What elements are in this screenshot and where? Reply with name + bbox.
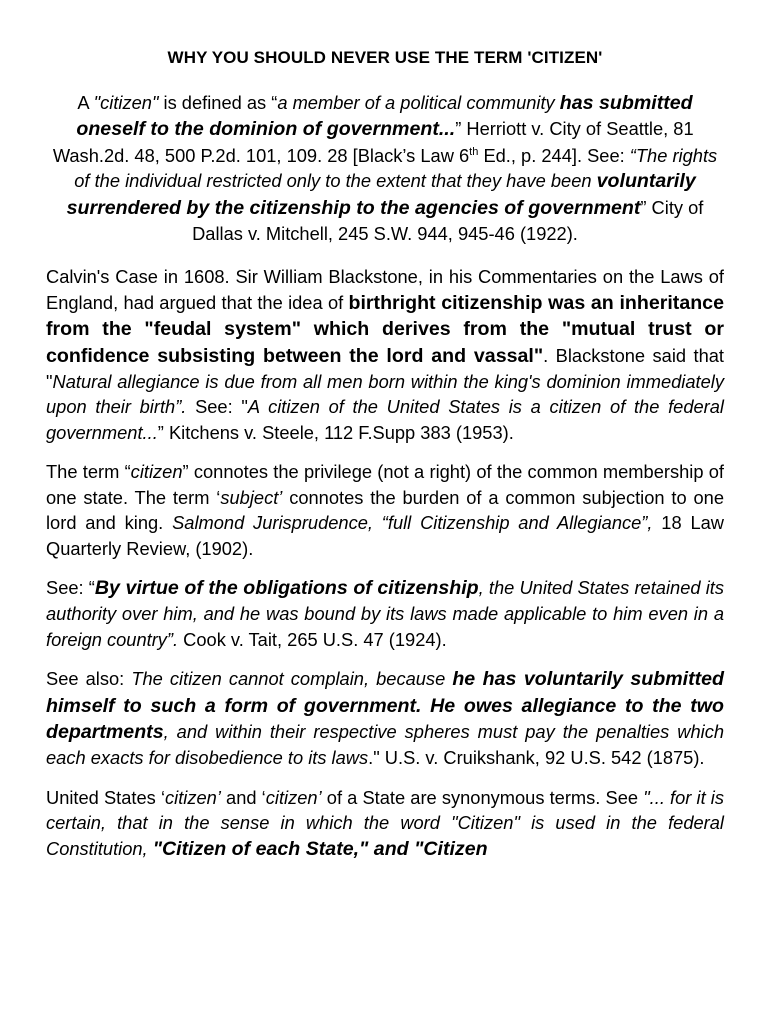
text-run: ” Kitchens v. Steele, 112 F.Supp 383 (1953).	[157, 421, 514, 443]
text-run: subject’	[220, 486, 283, 508]
text-run: "... for it is certain, that in the sense in which the word "Citizen" is used in the federal Constitution,	[46, 786, 724, 859]
text-run: The term “	[46, 461, 131, 483]
paragraph-cruikshank	[46, 666, 724, 771]
text-run: th	[469, 145, 479, 158]
text-run: Salmond Jurisprudence, “full Citizenship and Allegiance”,	[172, 512, 653, 534]
text-run: citizen	[130, 461, 183, 483]
text-run: a member of a political community	[277, 92, 560, 113]
text-run: The citizen cannot complain, because	[131, 668, 453, 690]
paragraph-citizen-definition	[46, 90, 724, 246]
text-run: Natural allegiance is due from all men born within the king's dominion immediately upon their birth”.	[46, 371, 724, 418]
paragraph-calvins-case	[46, 264, 724, 445]
text-run: A citizen of the United States is a citizen of the federal government...	[46, 396, 724, 443]
text-run: A	[77, 92, 94, 113]
text-run: Cook v. Tait, 265 U.S. 47 (1924).	[178, 628, 447, 650]
document-title: WHY YOU SHOULD NEVER USE THE TERM 'CITIZEN'	[167, 48, 603, 67]
text-run: "Citizen of each State," and "Citizen	[152, 837, 488, 860]
text-run: ” City of Dallas v. Mitchell, 245 S.W. 944, 945-46 (1922).	[192, 196, 704, 245]
text-run: . Blackstone said that "	[46, 344, 724, 393]
text-run: has submitted oneself to the dominion of government...	[76, 92, 693, 141]
text-run: See: "	[186, 396, 248, 418]
text-run: he has voluntarily submitted himself to such a form of government. He owes allegiance to the two departments	[46, 668, 725, 743]
text-run: See also:	[46, 668, 132, 690]
text-run: "citizen"	[93, 92, 159, 113]
text-run: citizen’	[165, 786, 221, 808]
text-run: ” Herriott v. City of Seattle, 81 Wash.2d. 48, 500 P.2d. 101, 109. 28 [Black’s Law 6	[52, 118, 694, 166]
text-run: , the United States retained its authority over him, and he was bound by its laws made applicable to him even in a foreign country”.	[46, 576, 724, 650]
text-run: ” connotes the privilege (not a right) of the common membership of one state. The term ‘	[46, 461, 724, 508]
text-run: connotes the burden of a common subjection to one lord and king.	[46, 486, 724, 534]
text-run: and ‘	[220, 786, 266, 808]
text-run: , and within their respective spheres must pay the penalties which each exacts for disobedience to its laws	[46, 720, 724, 769]
text-run: ." U.S. v. Cruikshank, 92 U.S. 542 (1875).	[368, 747, 705, 769]
paragraph-synonymous-terms	[46, 785, 724, 862]
text-run: voluntarily surrendered by the citizenship to the agencies of government	[66, 170, 696, 219]
text-run: of a State are synonymous terms. See	[321, 786, 644, 808]
text-run: 18 Law Quarterly Review, (1902).	[46, 512, 725, 559]
paragraph-cook-v-tait	[46, 575, 724, 652]
text-run: Ed., p. 244]. See:	[478, 144, 630, 166]
text-run: “The rights of the individual restricted only to the extent that they have been	[74, 144, 718, 192]
text-run: Calvin's Case in 1608. Sir William Blackstone, in his Commentaries on the Laws of England, had argued that the idea of	[46, 266, 724, 313]
text-run: is defined as “	[158, 92, 278, 113]
text-run: citizen’	[265, 786, 322, 808]
paragraph-term-citizen	[46, 459, 724, 561]
text-run: birthright citizenship was an inheritance from the "feudal system" which derives from the "mutual trust or confidence subsisting between the lord and vassal"	[46, 291, 724, 367]
text-run: See: “	[46, 576, 95, 598]
text-run: United States ‘	[46, 786, 166, 808]
text-run: By virtue of the obligations of citizenship	[94, 576, 479, 599]
